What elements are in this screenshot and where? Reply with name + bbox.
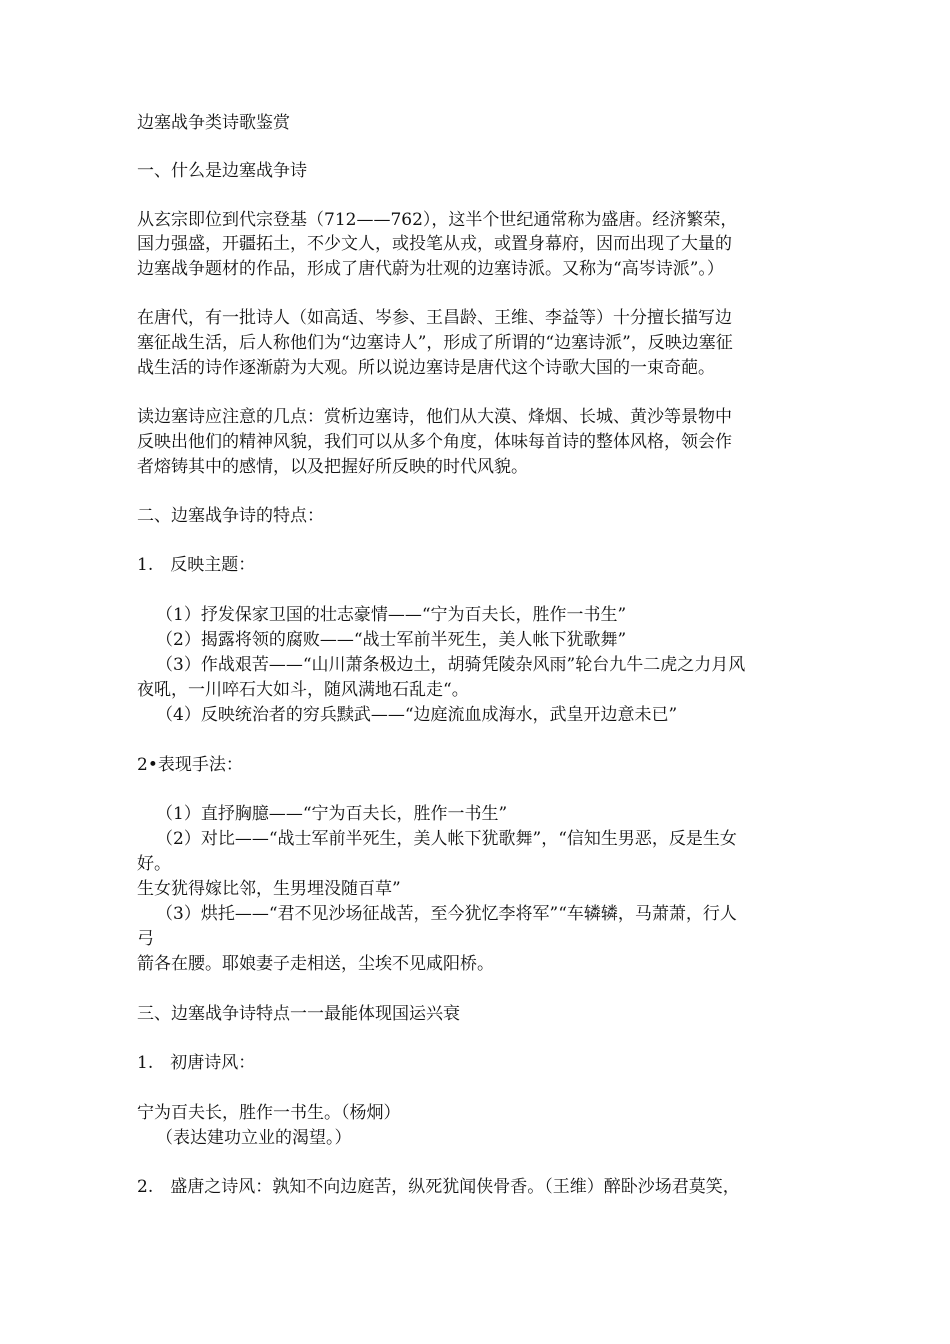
- list-item: 生女犹得嫁比邻，生男埋没随百草”: [137, 879, 401, 899]
- subsection-heading: 2•表现手法：: [137, 755, 243, 775]
- paragraph-line: 国力强盛，开疆拓土，不少文人，或投笔从戎，或置身幕府，因而出现了大量的: [137, 234, 732, 254]
- subsection-heading: 1. 反映主题：: [137, 555, 256, 575]
- section-heading: 一、什么是边塞战争诗: [137, 161, 307, 181]
- list-item: 箭各在腰。耶娘妻子走相送，尘埃不见咸阳桥。: [137, 954, 494, 974]
- paragraph-line: 读边塞诗应注意的几点：赏析边塞诗，他们从大漠、烽烟、长城、黄沙等景物中: [137, 407, 732, 427]
- paragraph-line: 战生活的诗作逐渐蔚为大观。所以说边塞诗是唐代这个诗歌大国的一束奇葩。: [137, 358, 715, 378]
- list-item: 好。: [137, 854, 171, 874]
- list-item: （3）作战艰苦——“山川萧条极边土，胡骑凭陵杂风雨”轮台九牛二虎之力月风: [156, 655, 746, 675]
- paragraph-line: 2. 盛唐之诗风：孰知不向边庭苦，纵死犹闻侠骨香。（王维）醉卧沙场君莫笑，: [137, 1177, 740, 1197]
- document-title: 边塞战争类诗歌鉴赏: [137, 113, 290, 133]
- section-heading: 二、边塞战争诗的特点：: [137, 506, 324, 526]
- paragraph-line: 宁为百夫长，胜作一书生。（杨炯）: [137, 1103, 401, 1123]
- paragraph-line: 在唐代，有一批诗人（如高适、岑参、王昌龄、王维、李益等）十分擅长描写边: [137, 308, 732, 328]
- list-item: （2）对比——“战士军前半死生，美人帐下犹歌舞”，“信知生男恶，反是生女: [156, 829, 737, 849]
- list-item: （1）直抒胸臆——“宁为百夫长，胜作一书生”: [156, 804, 508, 824]
- list-item: （4）反映统治者的穷兵黩武——“边庭流血成海水，武皇开边意未已”: [156, 705, 678, 725]
- subsection-heading: 1. 初唐诗风：: [137, 1053, 256, 1073]
- list-item: 弓: [137, 929, 154, 949]
- paragraph-line: 塞征战生活，后人称他们为“边塞诗人”，形成了所谓的“边塞诗派”，反映边塞征: [137, 333, 733, 353]
- paragraph-line: 边塞战争题材的作品，形成了唐代蔚为壮观的边塞诗派。又称为“高岑诗派”。）: [137, 259, 724, 279]
- paragraph-line: （表达建功立业的渴望。）: [156, 1128, 352, 1148]
- list-item: 夜吼，一川啐石大如斗，随风满地石乱走“。: [137, 680, 469, 700]
- list-item: （1）抒发保家卫国的壮志豪情——“宁为百夫长，胜作一书生”: [156, 605, 627, 625]
- paragraph-line: 反映出他们的精神风貌，我们可以从多个角度，体味每首诗的整体风格，领会作: [137, 432, 732, 452]
- list-item: （2）揭露将领的腐败——“战士军前半死生，美人帐下犹歌舞”: [156, 630, 627, 650]
- paragraph-line: 从玄宗即位到代宗登基（712——762），这半个世纪通常称为盛唐。经济繁荣，: [137, 210, 738, 230]
- paragraph-line: 者熔铸其中的感情，以及把握好所反映的时代风貌。: [137, 457, 528, 477]
- section-heading: 三、边塞战争诗特点一一最能体现国运兴衰: [137, 1004, 460, 1024]
- list-item: （3）烘托——“君不见沙场征战苦，至今犹忆李将军”“车辚辚，马萧萧，行人: [156, 904, 737, 924]
